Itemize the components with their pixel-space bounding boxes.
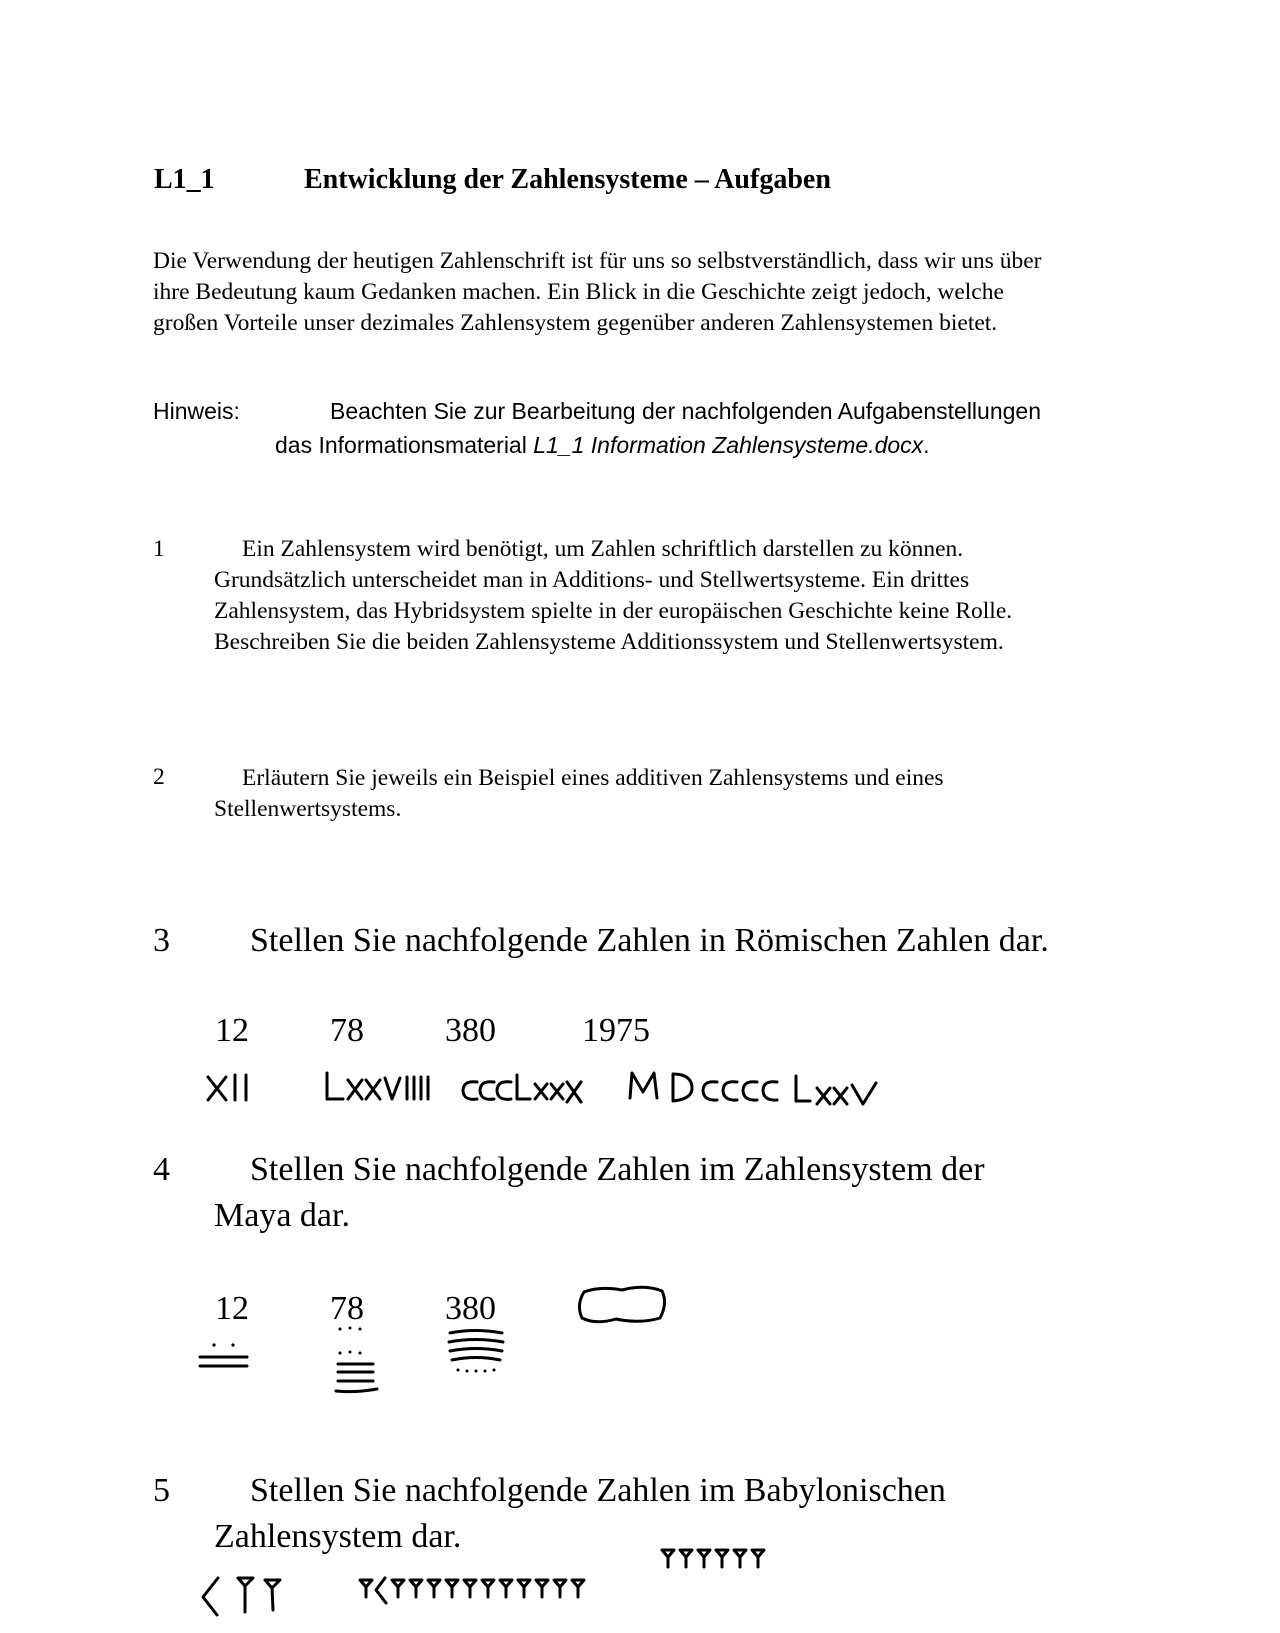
task-1-line: Ein Zahlensystem wird benötigt, um Zahlen schriftlich darstellen zu können. [242,536,964,562]
hint-line-1: Beachten Sie zur Bearbeitung der nachfolgenden Aufgabenstellungen [330,398,1041,424]
task-2-line: Stellenwertsystems. [214,796,402,822]
task-2-line: Erläutern Sie jeweils ein Beispiel eines additiven Zahlensystems und eines [242,765,944,791]
babylonian-group-1 [203,1578,280,1615]
hint-prefix: das Informationsmaterial [275,432,534,458]
task-2-number: 2 [153,764,165,790]
task-3-number: 3 [153,922,170,959]
task-1-line: Beschreiben Sie die beiden Zahlensysteme Additionssystem und Stellenwertsystem. [214,629,1004,655]
task-4-line-2: Maya dar. [214,1197,350,1234]
babylonian-group-2 [360,1578,584,1603]
task-4-number: 4 [153,1151,170,1188]
task-4-value: 12 [215,1290,249,1327]
intro-line: großen Vorteile unser dezimales Zahlensystem gegenüber anderen Zahlensystemen bietet. [153,310,998,336]
intro-line: ihre Bedeutung kaum Gedanken machen. Ein Blick in die Geschichte zeigt jedoch, welche [153,279,1004,305]
task-1-line: Zahlensystem, das Hybridsystem spielte in der europäischen Geschichte keine Rolle. [214,598,1013,624]
task-1-number: 1 [153,536,165,562]
page-title: Entwicklung der Zahlensysteme – Aufgaben [304,164,831,195]
task-4-value: 78 [330,1290,364,1327]
task-4-value: 380 [445,1290,496,1327]
intro-line: Die Verwendung der heutigen Zahlenschrift ist für uns so selbstverständlich, dass wir uns über [153,248,1042,274]
task-5-line-2: Zahlensystem dar. [214,1518,462,1555]
hint-label: Hinweis: [153,398,240,424]
hint-suffix: . [923,432,930,458]
task-3-value: 78 [330,1012,364,1049]
task-1-line: Grundsätzlich unterscheidet man in Additions- und Stellwertsysteme. Ein drittes [214,567,970,593]
task-3-value: 380 [445,1012,496,1049]
task-5-number: 5 [153,1472,170,1509]
task-4-line-1: Stellen Sie nachfolgende Zahlen im Zahlensystem der [250,1151,985,1188]
task-3-text: Stellen Sie nachfolgende Zahlen in Römischen Zahlen dar. [250,922,1049,959]
task-3-value: 1975 [582,1012,650,1049]
task-5-line-1: Stellen Sie nachfolgende Zahlen im Babylonischen [250,1472,946,1509]
babylonian-group-3 [662,1550,764,1567]
hint-file-reference: L1_1 Information Zahlensysteme.docx [533,432,924,458]
document-code: L1_1 [154,164,215,195]
task-3-value: 12 [215,1012,249,1049]
